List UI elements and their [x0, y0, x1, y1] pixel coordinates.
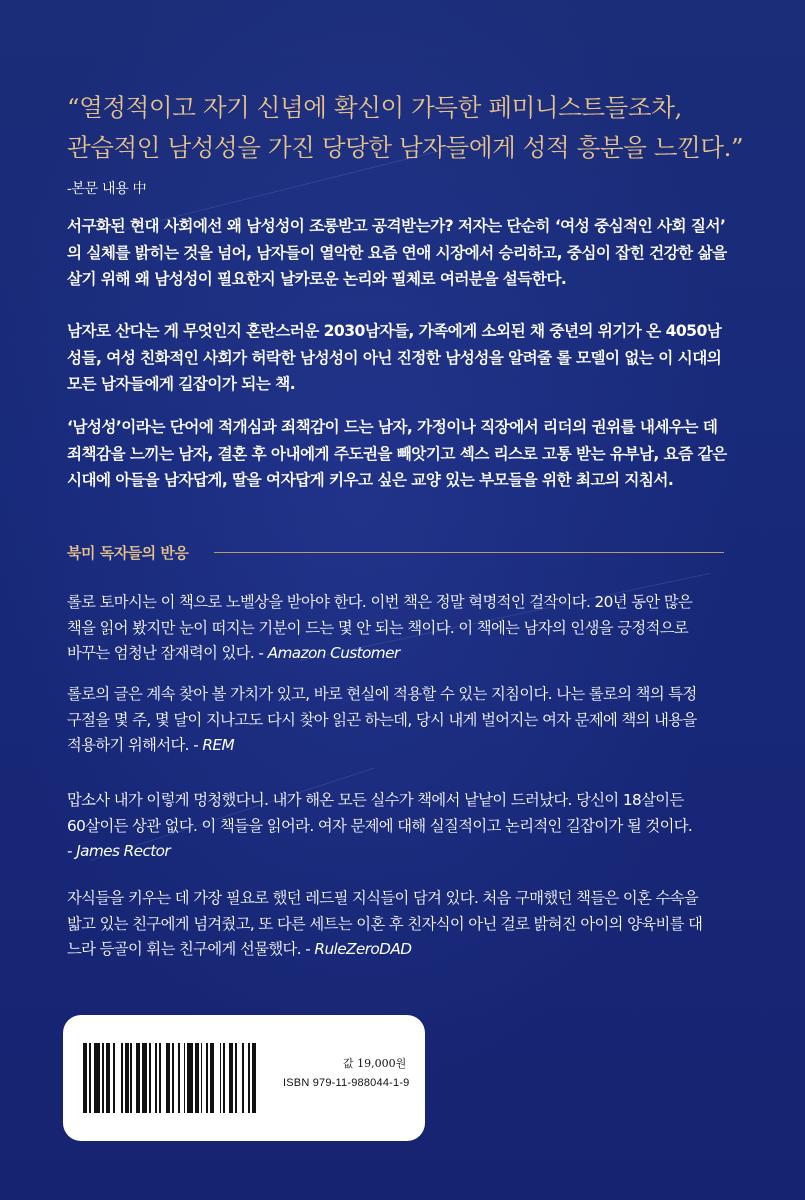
review-line [67, 839, 757, 865]
review-author: James Rector [76, 842, 171, 860]
paragraph-line: 남자로 산다는 게 무엇인지 혼란스러운 2030남자들, 가족에게 소외된 채 중년의 위기가 온 4050남 [67, 322, 722, 340]
paragraph-line: 서구화된 현대 사회에선 왜 남성성이 조롱받고 공격받는가? 저자는 단순히 ‘여성 중심적인 사회 질서’ [67, 217, 726, 235]
review-line: 구절을 몇 주, 몇 달이 지나고도 다시 찾아 읽곤 하는데, 당시 내게 벌어지는 여자 문제에 책의 내용을 [67, 710, 697, 729]
pull-quote-line: “열정적이고 자기 신념에 확신이 가득한 페미니스트들조차, [67, 93, 682, 122]
description-paragraph [67, 213, 757, 293]
review-author: Amazon Customer [267, 644, 400, 662]
review-author: RuleZeroDAD [314, 940, 412, 958]
reader-review [67, 590, 757, 667]
review-line: 롤로의 글은 계속 찾아 볼 가치가 있고, 바로 현실에 적용할 수 있는 지침이다. 나는 롤로의 책의 특정 [67, 685, 697, 703]
reader-review [67, 886, 757, 963]
review-text: 바꾸는 엄청난 잠재력이 있다. - [67, 644, 268, 662]
barcode-label [63, 1015, 425, 1141]
price-text: 값 19,000원 [343, 1057, 407, 1070]
section-divider [214, 552, 724, 553]
review-text: 느라 등골이 휘는 친구에게 선물했다. - [67, 940, 315, 958]
review-line: 롤로 토마시는 이 책으로 노벨상을 받아야 한다. 이번 책은 정말 혁명적인 걸작이다. 20년 동안 많은 [67, 593, 693, 611]
review-line [67, 641, 757, 667]
section-title: 북미 독자들의 반응 [67, 544, 189, 562]
paragraph-line: ‘남성성’이라는 단어에 적개심과 죄책감이 드는 남자, 가정이나 직장에서 리더의 권위를 내세우는 데 [67, 418, 718, 436]
barcode-gap [256, 1043, 258, 1113]
reader-review [67, 682, 757, 759]
review-line [67, 733, 757, 759]
quote-source: -본문 내용 中 [67, 181, 147, 197]
pull-quote [67, 88, 767, 168]
isbn-text: ISBN 979-11-988044-1-9 [283, 1077, 410, 1089]
review-line [67, 937, 757, 963]
review-text: 적용하기 위해서다. - [67, 736, 203, 754]
description-paragraph [67, 414, 757, 494]
paragraph-line: 의 실체를 밝히는 것을 넘어, 남자들이 열악한 요즘 연애 시장에서 승리하고, 중심이 잡힌 건강한 삶을 [67, 243, 727, 262]
review-line: 밟고 있는 친구에게 넘겨줬고, 또 다른 세트는 이혼 후 친자식이 아닌 걸로 밝혀진 아이의 양육비를 대 [67, 914, 703, 933]
review-line: 책을 읽어 봤지만 눈이 떠지는 기분이 드는 몇 안 되는 책이다. 이 책에는 남자의 인생을 긍정적으로 [67, 618, 689, 637]
review-author: REM [202, 736, 235, 754]
paragraph-line: 성들, 여성 친화적인 사회가 허락한 남성성이 아닌 진정한 남성성을 알려줄 롤 모델이 없는 이 시대의 [67, 348, 722, 367]
paragraph-line: 죄책감을 느끼는 남자, 결혼 후 아내에게 주도권을 빼앗기고 섹스 리스로 고통 받는 유부남, 요즘 같은 [67, 444, 727, 463]
review-line: 60살이든 상관 없다. 이 책들을 읽어라. 여자 문제에 대해 실질적이고 논리적인 길잡이가 될 것이다. [67, 816, 693, 835]
paragraph-line: 살기 위해 왜 남성성이 필요한지 날카로운 논리와 필체로 여러분을 설득한다. [67, 270, 567, 288]
pull-quote-line: 관습적인 남성성을 가진 당당한 남자들에게 성적 흥분을 느낀다.” [67, 133, 744, 162]
review-line: 맙소사 내가 이렇게 멍청했다니. 내가 해온 모든 실수가 책에서 낱낱이 드러났다. 당신이 18살이든 [67, 791, 684, 809]
review-text: - [67, 842, 77, 860]
paragraph-line: 시대에 아들을 남자답게, 딸을 여자답게 키우고 싶은 교양 있는 부모들을 위한 최고의 지침서. [67, 471, 674, 489]
review-line: 자식들을 키우는 데 가장 필요로 했던 레드필 지식들이 담겨 있다. 처음 구매했던 책들은 이혼 수속을 [67, 889, 699, 907]
reader-review [67, 788, 757, 865]
description-paragraph [67, 318, 757, 398]
paragraph-line: 모든 남자들에게 길잡이가 되는 책. [67, 375, 296, 393]
barcode-image [83, 1043, 258, 1113]
